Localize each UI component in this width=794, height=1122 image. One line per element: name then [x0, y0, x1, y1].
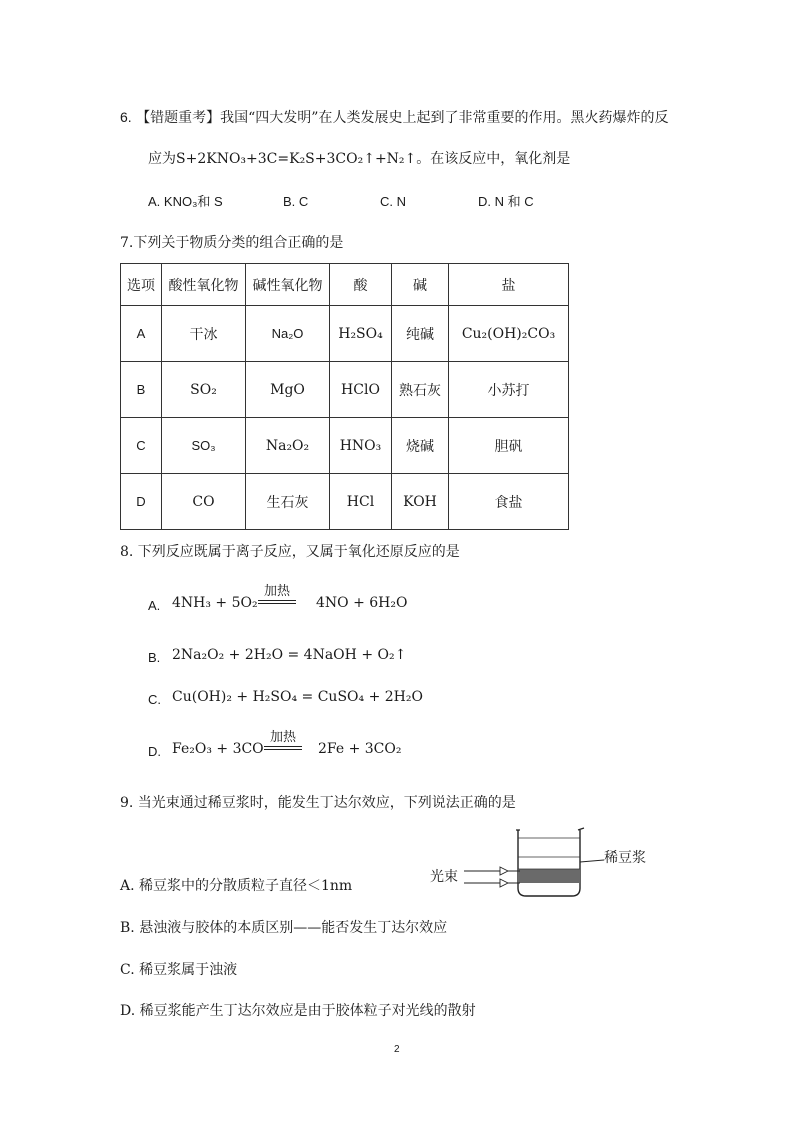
q6-equation: S+2KNO₃+3C=K₂S+3CO₂↑+N₂↑ — [176, 151, 417, 167]
table-cell: 食盐 — [449, 474, 569, 530]
q6-tag: 【错题重考】 — [136, 110, 221, 126]
table-cell: C — [121, 418, 162, 474]
table-header-cell: 碱 — [392, 264, 449, 306]
table-header-cell: 酸 — [330, 264, 392, 306]
table-header-cell: 选项 — [121, 264, 162, 306]
condition-text: 加热 — [263, 584, 290, 599]
table-cell: Na₂O₂ — [246, 418, 330, 474]
table-cell: HCl — [330, 474, 392, 530]
q8-option-a-right: 4NO + 6H₂O — [316, 595, 408, 611]
q9-option-a: A. 稀豆浆中的分散质粒子直径＜1nm — [120, 878, 353, 894]
q6-number: 6. — [120, 109, 132, 125]
q6-stem1: 我国“四大发明”在人类发展史上起到了非常重要的作用。黑火药爆炸的反 — [220, 110, 669, 126]
beaker-figure — [460, 826, 610, 906]
q8-option-c-label: C. — [148, 692, 161, 707]
q7-stem: 7.下列关于物质分类的组合正确的是 — [120, 235, 344, 251]
table-cell: Cu₂(OH)₂CO₃ — [449, 306, 569, 362]
table-cell: D — [121, 474, 162, 530]
table-cell: B — [121, 362, 162, 418]
q6-stem2-prefix: 应为 — [148, 151, 176, 167]
q9-option-c: C. 稀豆浆属于浊液 — [120, 962, 238, 978]
table-row — [121, 474, 569, 530]
q8-option-c-equation: Cu(OH)₂ + H₂SO₄ = CuSO₄ + 2H₂O — [172, 689, 423, 705]
table-cell: A — [121, 306, 162, 362]
q8-stem: 8. 下列反应既属于离子反应，又属于氧化还原反应的是 — [120, 544, 460, 560]
q6-option-b: B. C — [283, 194, 309, 209]
q6-stem2-suffix: 。在该反应中，氧化剂是 — [416, 151, 571, 167]
table-cell: MgO — [246, 362, 330, 418]
q8-option-a-left: 4NH₃ + 5O₂ — [172, 595, 258, 611]
q6-option-d: D. N 和 C — [478, 194, 534, 209]
page-number: 2 — [394, 1044, 400, 1055]
q8-option-d-condition — [264, 726, 302, 750]
q6-option-a: A. KNO₃和 S — [148, 194, 223, 209]
q9-option-d: D. 稀豆浆能产生丁达尔效应是由于胶体粒子对光线的散射 — [120, 1003, 476, 1019]
table-row — [121, 306, 569, 362]
table-header-cell: 盐 — [449, 264, 569, 306]
liquid-layer — [518, 869, 580, 883]
double-bar-icon — [264, 746, 302, 750]
q8-option-a-label: A. — [148, 598, 161, 613]
q8-option-b-label: B. — [148, 650, 161, 665]
table-cell: H₂SO₄ — [330, 306, 392, 362]
q6-option-c: C. N — [380, 194, 406, 209]
table-header-cell: 酸性氧化物 — [162, 264, 246, 306]
table-cell: CO — [162, 474, 246, 530]
table-row — [121, 362, 569, 418]
table-cell: SO₃ — [162, 418, 246, 474]
q9-option-b: B. 悬浊液与胶体的本质区别——能否发生丁达尔效应 — [120, 920, 448, 936]
table-cell: 干冰 — [162, 306, 246, 362]
table-cell: 生石灰 — [246, 474, 330, 530]
q8-option-a-condition — [258, 580, 296, 604]
q8-option-d-left: Fe₂O₃ + 3CO — [172, 741, 264, 757]
condition-text: 加热 — [269, 730, 296, 745]
table-header-row — [121, 264, 569, 306]
q6-stem-line1 — [120, 108, 668, 127]
table-row — [121, 418, 569, 474]
table-cell: 烧碱 — [392, 418, 449, 474]
q8-option-d-right: 2Fe + 3CO₂ — [318, 741, 402, 757]
table-cell: SO₂ — [162, 362, 246, 418]
table-cell: 小苏打 — [449, 362, 569, 418]
q8-option-b-equation: 2Na₂O₂ + 2H₂O = 4NaOH + O₂↑ — [172, 647, 407, 663]
table-cell: HClO — [330, 362, 392, 418]
beaker-icon — [518, 830, 580, 896]
table-cell: 熟石灰 — [392, 362, 449, 418]
table-cell: Na₂O — [246, 306, 330, 362]
q8-option-d-label: D. — [148, 744, 161, 759]
table-cell: KOH — [392, 474, 449, 530]
table-cell: HNO₃ — [330, 418, 392, 474]
q9-figure-light-label: 光束 — [430, 869, 458, 885]
double-bar-icon — [258, 600, 296, 604]
classification-table — [120, 263, 569, 530]
table-cell: 胆矾 — [449, 418, 569, 474]
q6-stem-line2 — [148, 150, 570, 168]
q9-stem: 9. 当光束通过稀豆浆时，能发生丁达尔效应，下列说法正确的是 — [120, 795, 516, 811]
q9-figure-liquid-label: 稀豆浆 — [604, 850, 646, 866]
table-cell: 纯碱 — [392, 306, 449, 362]
table-header-cell: 碱性氧化物 — [246, 264, 330, 306]
